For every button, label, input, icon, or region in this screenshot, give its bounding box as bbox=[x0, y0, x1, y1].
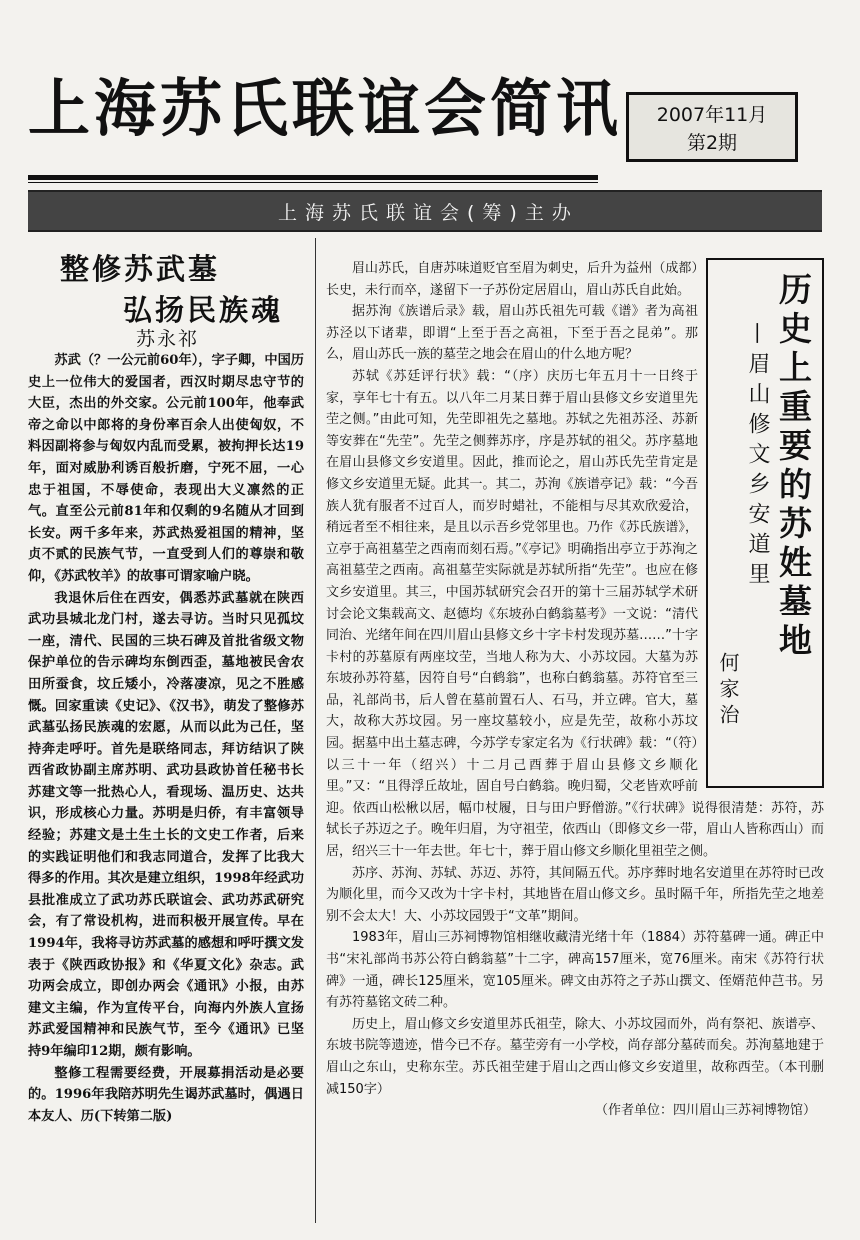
right-article-title-box bbox=[706, 258, 824, 788]
right-paragraph: 据苏洵《族谱后录》载，眉山苏氏祖先可载《谱》者为高祖苏泾以下诸辈，即谓“上至于吾之高祖，下至于吾之昆弟”。那么，眉山苏氏一族的墓茔之地会在眉山的什么地方呢？ bbox=[326, 304, 698, 363]
right-article-body bbox=[326, 258, 824, 1122]
right-paragraph: 1983年，眉山三苏祠博物馆相继收藏清光绪十年（1884）苏符墓碑一通。碑正中书“宋礼部尚书苏公符白鹤翁墓”十二字，碑高157厘米，宽76厘米。南宋《苏符行状碑》一通，碑长125厘米，宽105厘米。碑文由苏符之子苏山撰文、侄婿范仲芑书。另有苏符墓铭文砖二种。 bbox=[326, 930, 824, 1011]
masthead-rule-thin bbox=[28, 182, 598, 183]
right-paragraph: 苏轼《苏廷评行状》载：“（序）庆历七年五月十一日终于家，享年七十有五。以八年二月某日葬于眉山县修文乡安道里先茔之侧。”由此可知，先茔即祖先之墓地。苏轼之先祖苏泾、苏新等安葬在“先茔”。先茔之侧葬苏序，序是苏轼的祖父。苏序墓地在眉山县修文乡安道里。因此，推而论之，眉山苏氏先茔肯定是修文乡安道里无疑。此其一。其二，苏洵《族谱亭记》载：“今吾族人犹有服者不过百人，而岁时蜡社，不能相与尽其欢欣爱洽，稍远者至不相往来，是且以示吾乡党邻里也。乃作《苏氏族谱》，立亭于高祖墓茔之西南而刻石焉。”《亭记》明确指出亭立于苏洵之高祖墓茔之西南。高祖墓茔实际就是苏轼所指“先茔”。也应在修文乡安道里。其三，中国苏轼研究会召开的第十三届苏轼学术研讨会论文集载高文、赵德均《东坡孙白鹤翁墓考》一文说：“清代同治、光绪年间在四川眉山县修文乡十字卡村发现苏墓……”十字卡村的苏墓原有两座坟茔，当地人称为大、小苏坟园。大墓为苏东坡孙苏符墓，因符自号“白鹤翁”，也称白鹤翁墓。苏符官至三品，礼部尚书，后人曾在墓前置石人、石马，并立碑。官大，墓大，故称大苏坟园。另一座坟墓较小，应是先茔，故称小苏坟园。据墓中出土墓志碑，今苏学专家定名为《行状碑》载：“（符）以三十一年（绍兴）十二月己酉葬于眉山县修文乡顺化里。”又：“且得浮丘故址，固自号白鹤翁。晚归蜀，父老皆欢呼前迎。依西山松楸以居，幅巾杖履，日与田户野僧游。”《行状碑》说得很清楚：苏符，苏轼长子苏迈之子。晚年归眉，为守祖茔，依西山（即修文乡一带，眉山人皆称西山）而居，绍兴三十一年去世。年七十，葬于眉山修文乡顺化里祖茔之侧。 bbox=[326, 368, 824, 860]
right-paragraph: 历史上，眉山修文乡安道里苏氏祖茔，除大、小苏坟园而外，尚有祭祀、族谱亭、东坡书院等遗迹，惜今已不存。墓茔旁有一小学校，尚存部分墓砖而矣。苏洵墓地建于眉山之东山，史称东茔。苏氏祖茔建于眉山之西山修文乡安道里，故称西茔。（本刊删减150字） bbox=[326, 1016, 824, 1097]
author-affiliation: （作者单位：四川眉山三苏祠博物馆） bbox=[594, 1103, 816, 1119]
issue-date: 2007年11月 bbox=[656, 104, 768, 126]
masthead-rule-thick bbox=[28, 175, 598, 180]
masthead-title: 上海苏氏联谊会简讯 bbox=[28, 72, 623, 145]
right-article-author: 何家治 bbox=[716, 652, 740, 730]
column-divider bbox=[315, 238, 316, 1223]
left-article-author: 苏永祁 bbox=[136, 328, 200, 350]
issue-box bbox=[626, 92, 798, 162]
right-paragraph: 苏序、苏洵、苏轼、苏迈、苏符，其间隔五代。苏序葬时地名安道里在苏符时已改为顺化里，而今又改为十字卡村，其地皆在眉山修文乡。虽时隔千年，所指先茔之地差别不会太大！大、小苏坟园毁于“文革”期间。 bbox=[326, 865, 824, 924]
left-headline-line-2: 弘扬民族魂 bbox=[123, 293, 284, 327]
left-paragraph: 整修工程需要经费，开展募捐活动是必要的。1996年我陪苏明先生谒苏武墓时，偶遇日本友人、历(下转第二版) bbox=[28, 1065, 304, 1124]
left-paragraph: 苏武（？一公元前60年），字子卿，中国历史上一位伟大的爱国者，西汉时期尽忠守节的大臣，杰出的外交家。公元前100年，他奉武帝之命以中郎将的身份率百余人出使匈奴，不料因副将参与匈奴内乱而受累，被拘押长达19年，面对威胁利诱百般折磨，宁死不屈，一心忠于祖国，不辱使命，表现出大义凛然的正气。直至公元前81年和仅剩的9名随从才回到长安。两千多年来，苏武热爱祖国的精神，坚贞不贰的民族气节，一直受到人们的尊崇和敬仰，《苏武牧羊》的故事可谓家喻户晓。 bbox=[28, 353, 304, 584]
left-paragraph: 我退休后住在西安，偶悉苏武墓就在陕西武功县城北龙门村，遂去寻访。当时只见孤坟一座，清代、民国的三块石碑及首批省级文物保护单位的告示碑均东倒西歪，墓地被民舍农田所蚕食，坟丘矮小，冷落凄凉，见之不胜感慨。回家重读《史记》、《汉书》，萌发了整修苏武墓弘扬民族魂的宏愿，从而以此为己任，坚持奔走呼吁。首先是联络同志，拜访结识了陕西省政协副主席苏明、武功县政协首任秘书长苏建文等一批热心人，看现场、温历史、达共识，形成核心力量。苏明是归侨，有丰富领导经验；苏建文是土生土长的文史工作者，后来的实践证明他们和我志同道合，发挥了比我大得多的作用。其次是建立组织，1998年经武功县批准成立了武功苏氏联谊会、武功苏武研究会，有了常设机构，进而积极开展宣传。早在1994年，我将寻访苏武墓的感想和呼吁撰文发表于《陕西政协报》和《华夏文化》杂志。武功两会成立，即创办两会《通讯》小报，由苏建文主编，作为宣传平台，向海内外族人宣扬苏武爱国精神和民族气节，至今《通讯》已坚持9年编印12期，颇有影响。 bbox=[28, 590, 304, 1059]
right-article-title: 历史上重要的苏姓墓地 bbox=[774, 272, 813, 662]
issue-number: 第2期 bbox=[686, 132, 738, 154]
right-article-subtitle: —眉山修文乡安道里 bbox=[745, 322, 770, 592]
right-paragraph: 眉山苏氏，自唐苏味道贬官至眉为刺史，后升为益州（成都）长史，未行而卒，遂留下一子苏份定居眉山，眉山苏氏自此始。 bbox=[326, 261, 698, 298]
left-article-body bbox=[28, 350, 304, 1127]
left-headline-line-1: 整修苏武墓 bbox=[60, 252, 221, 286]
sponsor-banner: 上海苏氏联谊会(筹)主办 bbox=[28, 190, 822, 232]
